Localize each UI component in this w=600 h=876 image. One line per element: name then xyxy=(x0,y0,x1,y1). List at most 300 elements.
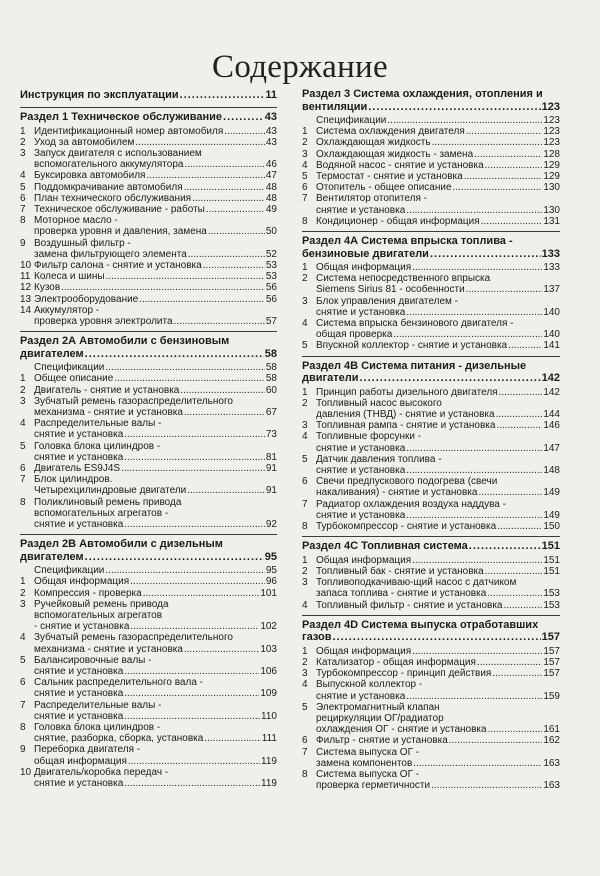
dot-leader xyxy=(496,420,542,431)
entry-body xyxy=(34,137,277,148)
dot-leader xyxy=(432,137,543,148)
entry-line xyxy=(34,316,277,327)
dot-leader xyxy=(387,115,542,126)
entry-line xyxy=(34,170,277,181)
entry-line xyxy=(316,340,560,351)
entry-body xyxy=(316,340,560,351)
toc-entry xyxy=(302,499,560,521)
section-heading-text: Раздел 4В Система питания - дизельные xyxy=(302,359,527,372)
page-number: 162 xyxy=(543,735,560,747)
dot-leader xyxy=(121,463,265,474)
entry-number: 9 xyxy=(20,744,26,756)
section-heading-line xyxy=(20,111,277,124)
entry-text: Топливный насос высокого xyxy=(316,397,442,409)
entry-text: общая информация xyxy=(34,755,127,767)
dot-leader xyxy=(124,429,265,440)
entry-body xyxy=(34,677,277,699)
entry-text: Блок управления двигателем - xyxy=(316,295,459,307)
toc-section xyxy=(20,107,277,327)
page-number: 119 xyxy=(261,778,277,790)
section-heading-text: двигатели xyxy=(302,372,359,385)
entry-text: Топливные форсунки - xyxy=(316,431,422,443)
page-number: 130 xyxy=(543,182,560,194)
entry-line xyxy=(34,193,277,204)
toc-section xyxy=(302,356,560,533)
entry-text: запаса топлива - снятие и установка xyxy=(316,588,487,600)
page-number: 157 xyxy=(543,645,560,657)
toc-entry xyxy=(302,137,560,148)
entry-body xyxy=(34,271,277,282)
entry-text: Фильтр салона - снятие и установка xyxy=(34,259,202,271)
toc-entry xyxy=(20,677,277,699)
toc-entry xyxy=(302,216,560,227)
page-number: 47 xyxy=(265,170,277,182)
toc-entry xyxy=(302,420,560,431)
entry-text: Система выпуска ОГ - xyxy=(316,769,420,781)
dot-leader xyxy=(504,600,543,611)
entry-text: Блок цилиндров. xyxy=(34,474,113,486)
entry-number: 5 xyxy=(20,654,26,666)
entry-number: 3 xyxy=(20,395,26,407)
entry-line xyxy=(316,646,560,657)
page-number: 96 xyxy=(265,576,277,588)
entry-body xyxy=(316,160,560,171)
entry-line xyxy=(34,373,277,384)
toc-entry xyxy=(302,668,560,679)
entry-number: 2 xyxy=(302,566,308,577)
toc-entry xyxy=(302,646,560,657)
entry-line xyxy=(316,216,560,227)
dot-leader xyxy=(393,329,542,340)
entry-text: Отопитель - общее описание xyxy=(316,182,452,194)
section-heading-line xyxy=(302,248,560,261)
entry-body xyxy=(316,679,560,701)
section-heading-line xyxy=(302,631,560,644)
toc-section xyxy=(20,331,277,530)
entry-body xyxy=(316,431,560,453)
dot-leader xyxy=(130,621,259,632)
entry-line xyxy=(34,666,277,677)
entry-line xyxy=(316,387,560,398)
entry-number: 10 xyxy=(20,766,32,778)
entry-line xyxy=(316,510,560,521)
toc-entry xyxy=(20,632,277,654)
entry-line xyxy=(316,600,560,611)
toc-entry xyxy=(20,260,277,271)
toc-entry xyxy=(302,600,560,611)
entry-line xyxy=(316,555,560,566)
section-heading xyxy=(302,235,560,260)
entry-line xyxy=(34,519,277,530)
page-number: 123 xyxy=(541,100,560,113)
dot-leader xyxy=(135,137,264,148)
page-number: 123 xyxy=(543,126,560,138)
dot-leader xyxy=(466,284,543,295)
toc-entry xyxy=(20,148,277,170)
toc-entry xyxy=(20,722,277,744)
page-number: 146 xyxy=(543,420,560,432)
entry-text: Двигатель/коробка передач - xyxy=(34,766,169,778)
entry-text: снятие и установка xyxy=(34,710,124,722)
page-number: 109 xyxy=(260,688,277,700)
entry-body xyxy=(316,296,560,318)
dot-leader xyxy=(146,170,264,181)
entry-line xyxy=(34,588,277,599)
entry-number: 2 xyxy=(20,587,26,599)
toc-entry xyxy=(20,441,277,463)
entry-text: замена фильтрующего элемента xyxy=(34,248,187,260)
entry-text: накаливания) - снятие и установка xyxy=(316,487,478,499)
entry-line xyxy=(34,249,277,260)
section-heading-text: Раздел 3 Система охлаждения, отопления и xyxy=(302,88,543,100)
entry-body xyxy=(316,387,560,398)
dot-leader xyxy=(174,316,265,327)
entry-text: Распределительные валы - xyxy=(34,699,162,711)
toc-section xyxy=(20,534,277,789)
entry-text: Система непосредственного впрыска xyxy=(316,273,491,285)
entry-body xyxy=(34,599,277,633)
entry-line xyxy=(316,115,560,126)
entry-text: Спецификации xyxy=(34,362,105,374)
toc-entry xyxy=(20,700,277,722)
section-heading-text: двигателем xyxy=(20,550,84,563)
toc-entry xyxy=(20,215,277,237)
entry-line xyxy=(34,126,277,137)
entry-text: Воздушный фильтр - xyxy=(34,237,131,249)
page-number: 91 xyxy=(265,485,277,497)
entry-number: 7 xyxy=(302,498,308,510)
entry-text: вспомогательного аккумулятора xyxy=(34,159,184,171)
page-number: 67 xyxy=(265,406,277,418)
entry-text: Система охлаждения двигателя xyxy=(316,126,465,138)
entry-line xyxy=(34,565,277,576)
entry-line xyxy=(316,262,560,273)
page-number: 140 xyxy=(543,329,560,341)
section-heading-line xyxy=(20,551,277,564)
page-number: 46 xyxy=(265,159,277,171)
entry-number: 1 xyxy=(20,125,26,137)
entry-body xyxy=(34,655,277,677)
entry-line xyxy=(316,409,560,420)
dot-leader xyxy=(466,126,543,137)
entry-body xyxy=(316,747,560,769)
page-number: 43 xyxy=(265,136,277,148)
toc-entry xyxy=(20,418,277,440)
dot-leader xyxy=(449,735,543,746)
entry-body xyxy=(34,294,277,305)
toc-entry xyxy=(302,454,560,476)
section-heading xyxy=(302,88,560,113)
entry-text: Кузов xyxy=(34,282,61,294)
page-number: 137 xyxy=(543,284,560,296)
entry-text: проверка уровня электролита xyxy=(34,315,173,327)
entry-number: 4 xyxy=(20,632,26,644)
entry-line xyxy=(316,588,560,599)
entry-text: Четырехцилиндровые двигатели xyxy=(34,485,187,497)
page-number: 123 xyxy=(543,115,560,126)
page-number: 157 xyxy=(543,668,560,680)
entry-line xyxy=(316,149,560,160)
page-number: 58 xyxy=(264,347,277,360)
dot-leader xyxy=(488,724,543,735)
dot-leader xyxy=(85,348,264,361)
toc-entry xyxy=(20,655,277,677)
entry-text: Распределительные валы - xyxy=(34,418,162,430)
entry-text: Охлаждающая жидкость - замена xyxy=(316,148,474,160)
entry-text: Сальник распределительного вала - xyxy=(34,677,203,689)
toc-entry xyxy=(302,126,560,137)
page-number: 43 xyxy=(264,111,277,123)
entry-body xyxy=(316,600,560,611)
page-number: 52 xyxy=(265,248,277,260)
entry-line xyxy=(34,778,277,789)
entry-text: Общая информация xyxy=(34,576,130,588)
toc-entry xyxy=(302,171,560,182)
entry-text: Радиатор охлаждения воздуха наддува - xyxy=(316,498,506,510)
entry-line xyxy=(316,182,560,193)
toc-entry xyxy=(302,193,560,215)
entry-number: 12 xyxy=(20,282,32,294)
toc-entry xyxy=(20,497,277,531)
entry-text: Моторное масло - xyxy=(34,215,118,227)
toc-entry xyxy=(20,373,277,384)
toc-entry xyxy=(302,296,560,318)
dot-leader xyxy=(223,111,264,124)
entry-number: 3 xyxy=(20,598,26,610)
entry-text: Компрессия - проверка xyxy=(34,587,142,599)
entry-text: Зубчатый ремень газораспределительного xyxy=(34,395,233,407)
toc-entry xyxy=(302,566,560,577)
entry-number: 13 xyxy=(20,293,32,305)
page-number: 110 xyxy=(261,710,277,722)
entry-text: Буксировка автомобиля xyxy=(34,170,146,182)
page-number: 130 xyxy=(543,204,560,216)
entry-line xyxy=(316,171,560,182)
entry-text: Поддомкрачивание автомобиля xyxy=(34,181,183,193)
entry-line xyxy=(34,204,277,215)
entry-line xyxy=(316,668,560,679)
entry-text: Запуск двигателя с использованием xyxy=(34,147,202,159)
dot-leader xyxy=(224,126,265,137)
entry-line xyxy=(316,735,560,746)
page-number: 140 xyxy=(543,306,560,318)
page-number: 131 xyxy=(543,215,560,227)
page-number: 157 xyxy=(543,657,560,669)
toc-section xyxy=(302,615,560,792)
entry-body xyxy=(34,474,277,496)
entry-text: Общая информация xyxy=(316,554,412,566)
dot-leader xyxy=(412,646,542,657)
dot-leader xyxy=(496,409,543,420)
entry-body xyxy=(316,398,560,420)
entry-body xyxy=(316,577,560,599)
dot-leader xyxy=(130,576,265,587)
entry-number: 10 xyxy=(20,259,32,271)
entry-line xyxy=(34,576,277,587)
dot-leader xyxy=(180,88,265,102)
entry-line xyxy=(34,159,277,170)
toc-entry xyxy=(20,137,277,148)
page-number: 101 xyxy=(260,587,277,599)
toc-entry xyxy=(20,238,277,260)
section-heading-text: Раздел 4С Топливная система xyxy=(302,540,468,553)
page-number: 43 xyxy=(265,125,277,137)
toc-entry xyxy=(302,160,560,171)
entry-number: 6 xyxy=(20,192,26,204)
dot-leader xyxy=(497,521,542,532)
dot-leader xyxy=(430,248,541,261)
dot-leader xyxy=(184,182,265,193)
dot-leader xyxy=(406,465,542,476)
entry-text: снятие и установка xyxy=(316,465,406,477)
entry-number: 4 xyxy=(302,159,308,171)
entry-text: Свечи предпускового подогрева (свечи xyxy=(316,476,498,488)
page-number: 151 xyxy=(541,540,560,553)
entry-number: 6 xyxy=(302,735,308,747)
entry-number: 5 xyxy=(302,701,308,713)
entry-line xyxy=(316,126,560,137)
entry-line xyxy=(34,733,277,744)
entry-line xyxy=(316,137,560,148)
dot-leader xyxy=(406,443,542,454)
entry-text: давления (ТНВД) - снятие и установка xyxy=(316,409,495,421)
toc-entry xyxy=(302,747,560,769)
toc-entry xyxy=(302,262,560,273)
page-number: 133 xyxy=(541,247,560,260)
section-heading-text: Раздел 4А Система впрыска топлива - xyxy=(302,235,513,248)
page-number: 161 xyxy=(543,724,560,736)
toc-entry xyxy=(20,193,277,204)
entry-number: 7 xyxy=(302,193,308,205)
toc-entry xyxy=(20,204,277,215)
entry-body xyxy=(34,463,277,474)
page-number: 58 xyxy=(265,362,277,374)
entry-number: 5 xyxy=(302,453,308,465)
entry-text: снятие и установка xyxy=(316,204,406,216)
entry-text: Двигатель ES9J4S xyxy=(34,462,121,474)
entry-number: 2 xyxy=(302,137,308,149)
entry-body xyxy=(316,769,560,791)
entry-number: 4 xyxy=(302,599,308,611)
entry-line xyxy=(316,465,560,476)
entry-number: 1 xyxy=(20,576,26,588)
intro-line xyxy=(20,88,277,102)
toc-entry xyxy=(20,599,277,633)
entry-text: - снятие и установка xyxy=(34,621,130,633)
entry-text: снятие и установка xyxy=(34,688,124,700)
entry-text: Фильтр - снятие и установка xyxy=(316,735,448,747)
entry-line xyxy=(34,429,277,440)
entry-text: снятие, разборка, сборка, установка xyxy=(34,733,204,745)
dot-leader xyxy=(139,294,265,305)
toc-entry xyxy=(302,476,560,498)
entry-body xyxy=(34,170,277,181)
page-number: 141 xyxy=(543,340,560,352)
toc-entry xyxy=(302,735,560,746)
entry-body xyxy=(316,566,560,577)
entry-text: Siemens Sirius 81 - особенности xyxy=(316,284,465,296)
entry-line xyxy=(316,284,560,295)
dot-leader xyxy=(184,407,265,418)
page-number: 133 xyxy=(543,262,560,274)
dot-leader xyxy=(499,387,543,398)
entry-number: 4 xyxy=(302,318,308,330)
entry-line xyxy=(34,260,277,271)
dot-leader xyxy=(105,362,264,373)
page-number: 163 xyxy=(543,757,560,769)
dot-leader xyxy=(333,631,541,644)
page-number: 153 xyxy=(543,588,560,600)
dot-leader xyxy=(464,171,543,182)
entry-body xyxy=(34,282,277,293)
toc-section xyxy=(302,231,560,352)
entry-body xyxy=(316,555,560,566)
entry-body xyxy=(316,668,560,679)
entry-number: 6 xyxy=(20,462,26,474)
entry-text: Спецификации xyxy=(34,565,105,577)
entry-line xyxy=(34,756,277,767)
dot-leader xyxy=(485,566,543,577)
entry-text: рециркуляции ОГ/радиатор xyxy=(316,713,444,725)
section-heading xyxy=(302,360,560,385)
section-heading xyxy=(20,335,277,360)
page-number: 95 xyxy=(264,550,277,563)
toc-section xyxy=(302,88,560,227)
entry-body xyxy=(34,576,277,587)
entry-line xyxy=(34,362,277,373)
toc-section xyxy=(302,536,560,611)
entry-text: Общая информация xyxy=(316,645,412,657)
dot-leader xyxy=(368,101,540,114)
entry-number: 11 xyxy=(20,271,31,283)
entry-body xyxy=(34,722,277,744)
toc-entry xyxy=(302,555,560,566)
entry-text: Вентилятор отопителя - xyxy=(316,193,427,205)
entry-text: проверка герметичности xyxy=(316,780,431,792)
page-number: 106 xyxy=(260,666,277,678)
entry-line xyxy=(34,452,277,463)
entry-line xyxy=(34,385,277,396)
entry-number: 4 xyxy=(302,431,308,443)
entry-body xyxy=(316,702,560,736)
dot-leader xyxy=(208,226,265,237)
entry-body xyxy=(34,441,277,463)
entry-body xyxy=(316,273,560,295)
toc-entry xyxy=(302,769,560,791)
section-heading-text: двигателем xyxy=(20,347,84,360)
section-heading-text: бензиновые двигатели xyxy=(302,247,429,260)
entry-body xyxy=(316,171,560,182)
section-heading xyxy=(20,111,277,124)
section-heading xyxy=(20,538,277,563)
toc-entry xyxy=(20,126,277,137)
section-heading-line xyxy=(302,540,560,553)
dot-leader xyxy=(124,519,265,530)
page-number: 48 xyxy=(265,181,277,193)
entry-body xyxy=(34,588,277,599)
entry-body xyxy=(316,521,560,532)
entry-number: 5 xyxy=(302,171,308,183)
entry-text: Переборка двигателя - xyxy=(34,744,141,756)
entry-line xyxy=(34,711,277,722)
entry-body xyxy=(34,204,277,215)
entry-text: Общая информация xyxy=(316,262,412,274)
page-number: 159 xyxy=(543,690,560,702)
entry-body xyxy=(34,767,277,789)
toc-entry xyxy=(302,318,560,340)
toc-entry xyxy=(20,474,277,496)
dot-leader xyxy=(184,159,264,170)
